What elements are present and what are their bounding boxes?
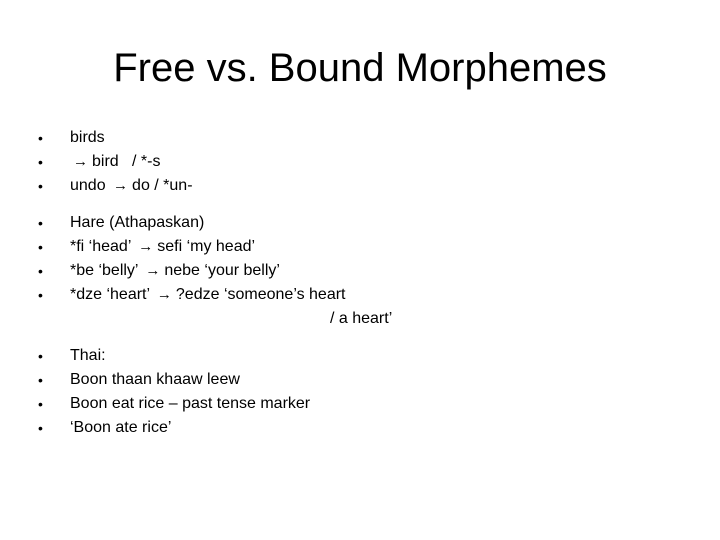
arrow-right-icon: → xyxy=(73,153,88,170)
bullet-text: Boon thaan khaaw leew xyxy=(70,371,240,388)
bullet-text: *fi ‘head’ xyxy=(70,238,136,255)
bullet-marker: • xyxy=(38,239,43,255)
bullet-text: Thai: xyxy=(70,347,106,364)
bullet-item xyxy=(36,150,676,174)
arrow-right-icon: → xyxy=(145,262,161,279)
bullet-marker: • xyxy=(38,154,43,170)
arrow-right-icon: → xyxy=(138,238,154,255)
bullet-item xyxy=(36,344,676,368)
bullet-text: ?edze ‘someone’s heart xyxy=(175,286,346,303)
bullet-text: *dze ‘heart’ xyxy=(70,286,154,303)
bullet-item xyxy=(36,211,676,235)
bullet-item xyxy=(36,392,676,416)
bullet-text: Boon eat rice – past tense marker xyxy=(70,395,311,412)
bullet-item xyxy=(36,235,676,259)
slide-title: Free vs. Bound Morphemes xyxy=(113,46,607,90)
bullet-text: birds xyxy=(70,129,105,146)
bullet-list xyxy=(36,126,676,440)
bullet-marker: • xyxy=(38,130,43,146)
bullet-text: ‘Boon ate rice’ xyxy=(70,419,172,436)
bullet-marker: • xyxy=(38,396,43,412)
bullet-item xyxy=(36,283,676,307)
bullet-item xyxy=(36,259,676,283)
bullet-text: Hare (Athapaskan) xyxy=(70,214,205,231)
bullet-group xyxy=(36,211,676,331)
bullet-text: sefi ‘my head’ xyxy=(157,238,256,255)
bullet-text: *be ‘belly’ xyxy=(70,262,143,279)
bullet-marker: • xyxy=(38,263,43,279)
bullet-item xyxy=(36,416,676,440)
bullet-marker: • xyxy=(38,287,43,303)
arrow-right-icon: → xyxy=(113,177,129,194)
bullet-item xyxy=(36,174,676,198)
bullet-group xyxy=(36,126,676,198)
bullet-marker: • xyxy=(38,348,43,364)
bullet-marker: • xyxy=(38,178,43,194)
bullet-group xyxy=(36,344,676,440)
bullet-item xyxy=(36,126,676,150)
bullet-text: bird / *-s xyxy=(92,153,161,170)
bullet-continuation: / a heart’ xyxy=(330,310,393,327)
bullet-marker: • xyxy=(38,372,43,388)
bullet-item xyxy=(36,368,676,392)
bullet-marker: • xyxy=(38,420,43,436)
bullet-text: undo xyxy=(70,177,111,194)
bullet-text: nebe ‘your belly’ xyxy=(164,262,280,279)
bullet-text: do / *un- xyxy=(132,177,193,194)
bullet-marker: • xyxy=(38,215,43,231)
arrow-right-icon: → xyxy=(156,286,172,303)
